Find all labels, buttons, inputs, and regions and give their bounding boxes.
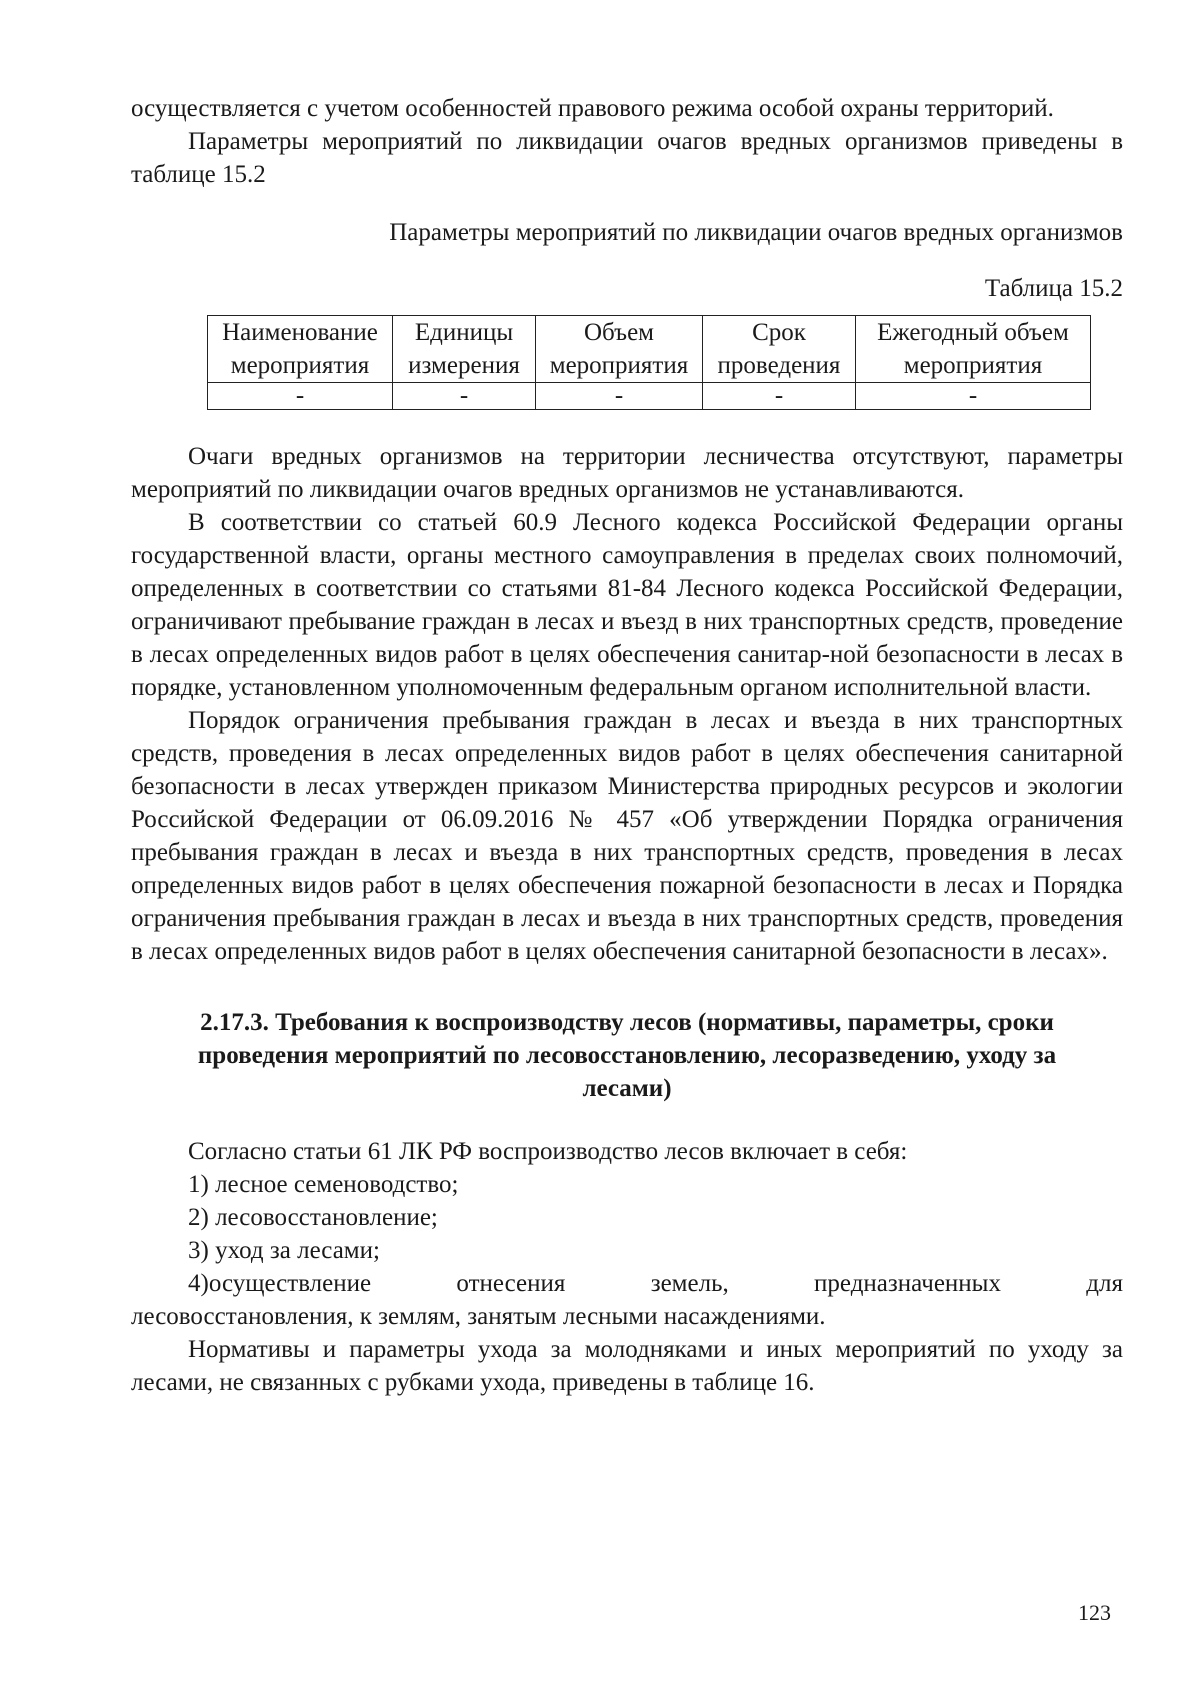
table-cell: - xyxy=(703,383,856,410)
document-page xyxy=(131,92,1123,1399)
table-header-cell: Ежегодный объем мероприятия xyxy=(856,316,1091,383)
paragraph-body-4: В соответствии со статьей 60.9 Лесного кодекса Российской Федерации органы государственной власти, органы местного самоуправления в пределах своих полномочий, определенных в соответствии со статьями 81-84 Лесного кодекса Российской Федерации, ограничивают пребывание граждан в лесах и въезд в них транспортных средств, проведение в лесах определенных видов работ в целях обеспечения санитар-ной безопасности в лесах в порядке, установленном уполномоченным федеральным органом исполнительной власти. xyxy=(131,509,1123,701)
paragraph-section-end: Нормативы и параметры ухода за молодняками и иных мероприятий по уходу за лесами, не связанных с рубками ухода, приведены в таблице 16. xyxy=(131,1336,1123,1396)
table-cell: - xyxy=(536,383,703,410)
table-cell: - xyxy=(856,383,1091,410)
table-header-cell: Срок проведения xyxy=(703,316,856,383)
table-15-2 xyxy=(207,315,1091,410)
table-caption: Параметры мероприятий по ликвидации очагов вредных организмов xyxy=(389,219,1123,246)
list-item: 3) уход за лесами; xyxy=(188,1237,380,1264)
paragraph-intro-1: осуществляется с учетом особенностей правового режима особой охраны территорий. xyxy=(131,95,1054,122)
table-cell: - xyxy=(208,383,393,410)
page-number: 123 xyxy=(1078,1600,1111,1625)
table-cell: - xyxy=(393,383,536,410)
table-label: Таблица 15.2 xyxy=(984,275,1123,302)
section-heading: 2.17.3. Требования к воспроизводству лесов (нормативы, параметры, сроки проведения мероприятий по лесовосстановлению, лесоразведению, уходу за лесами) xyxy=(197,1009,1057,1102)
table-header-cell: Единицы измерения xyxy=(393,316,536,383)
list-item-4-first-line: 4)осуществление отнесения земель, предназначенных для xyxy=(188,1270,1123,1297)
paragraph-body-5: Порядок ограничения пребывания граждан в лесах и въезда в них транспортных средств, проведения в лесах определенных видов работ в целях обеспечения санитарной безопасности в лесах утвержден приказом Министерства природных ресурсов и экологии Российской Федерации от 06.09.2016 № 457 «Об утверждении Порядка ограничения пребывания граждан в лесах и въезда в них транспортных средств, проведения в лесах определенных видов работ в целях обеспечения пожарной безопасности в лесах и Порядка ограничения пребывания граждан в лесах и въезда в них транспортных средств, проведения в лесах определенных видов работ в целях обеспечения санитарной безопасности в лесах». xyxy=(131,707,1123,965)
list-item: 1) лесное семеноводство; xyxy=(188,1171,459,1198)
table-row xyxy=(208,383,1091,410)
paragraph-intro-2: Параметры мероприятий по ликвидации очагов вредных организмов приведены в таблице 15.2 xyxy=(131,128,1123,188)
table-header-cell: Наименование мероприятия xyxy=(208,316,393,383)
paragraph-section-intro: Согласно статьи 61 ЛК РФ воспроизводство лесов включает в себя: xyxy=(188,1138,908,1165)
paragraph-body-3: Очаги вредных организмов на территории лесничества отсутствуют, параметры мероприятий по ликвидации очагов вредных организмов не устанавливаются. xyxy=(131,443,1123,503)
table-header-cell: Объем мероприятия xyxy=(536,316,703,383)
table-header-row xyxy=(208,316,1091,383)
list-item: 2) лесовосстановление; xyxy=(188,1204,438,1231)
list-item-4-continuation: лесовосстановления, к землям, занятым лесными насаждениями. xyxy=(131,1303,826,1330)
